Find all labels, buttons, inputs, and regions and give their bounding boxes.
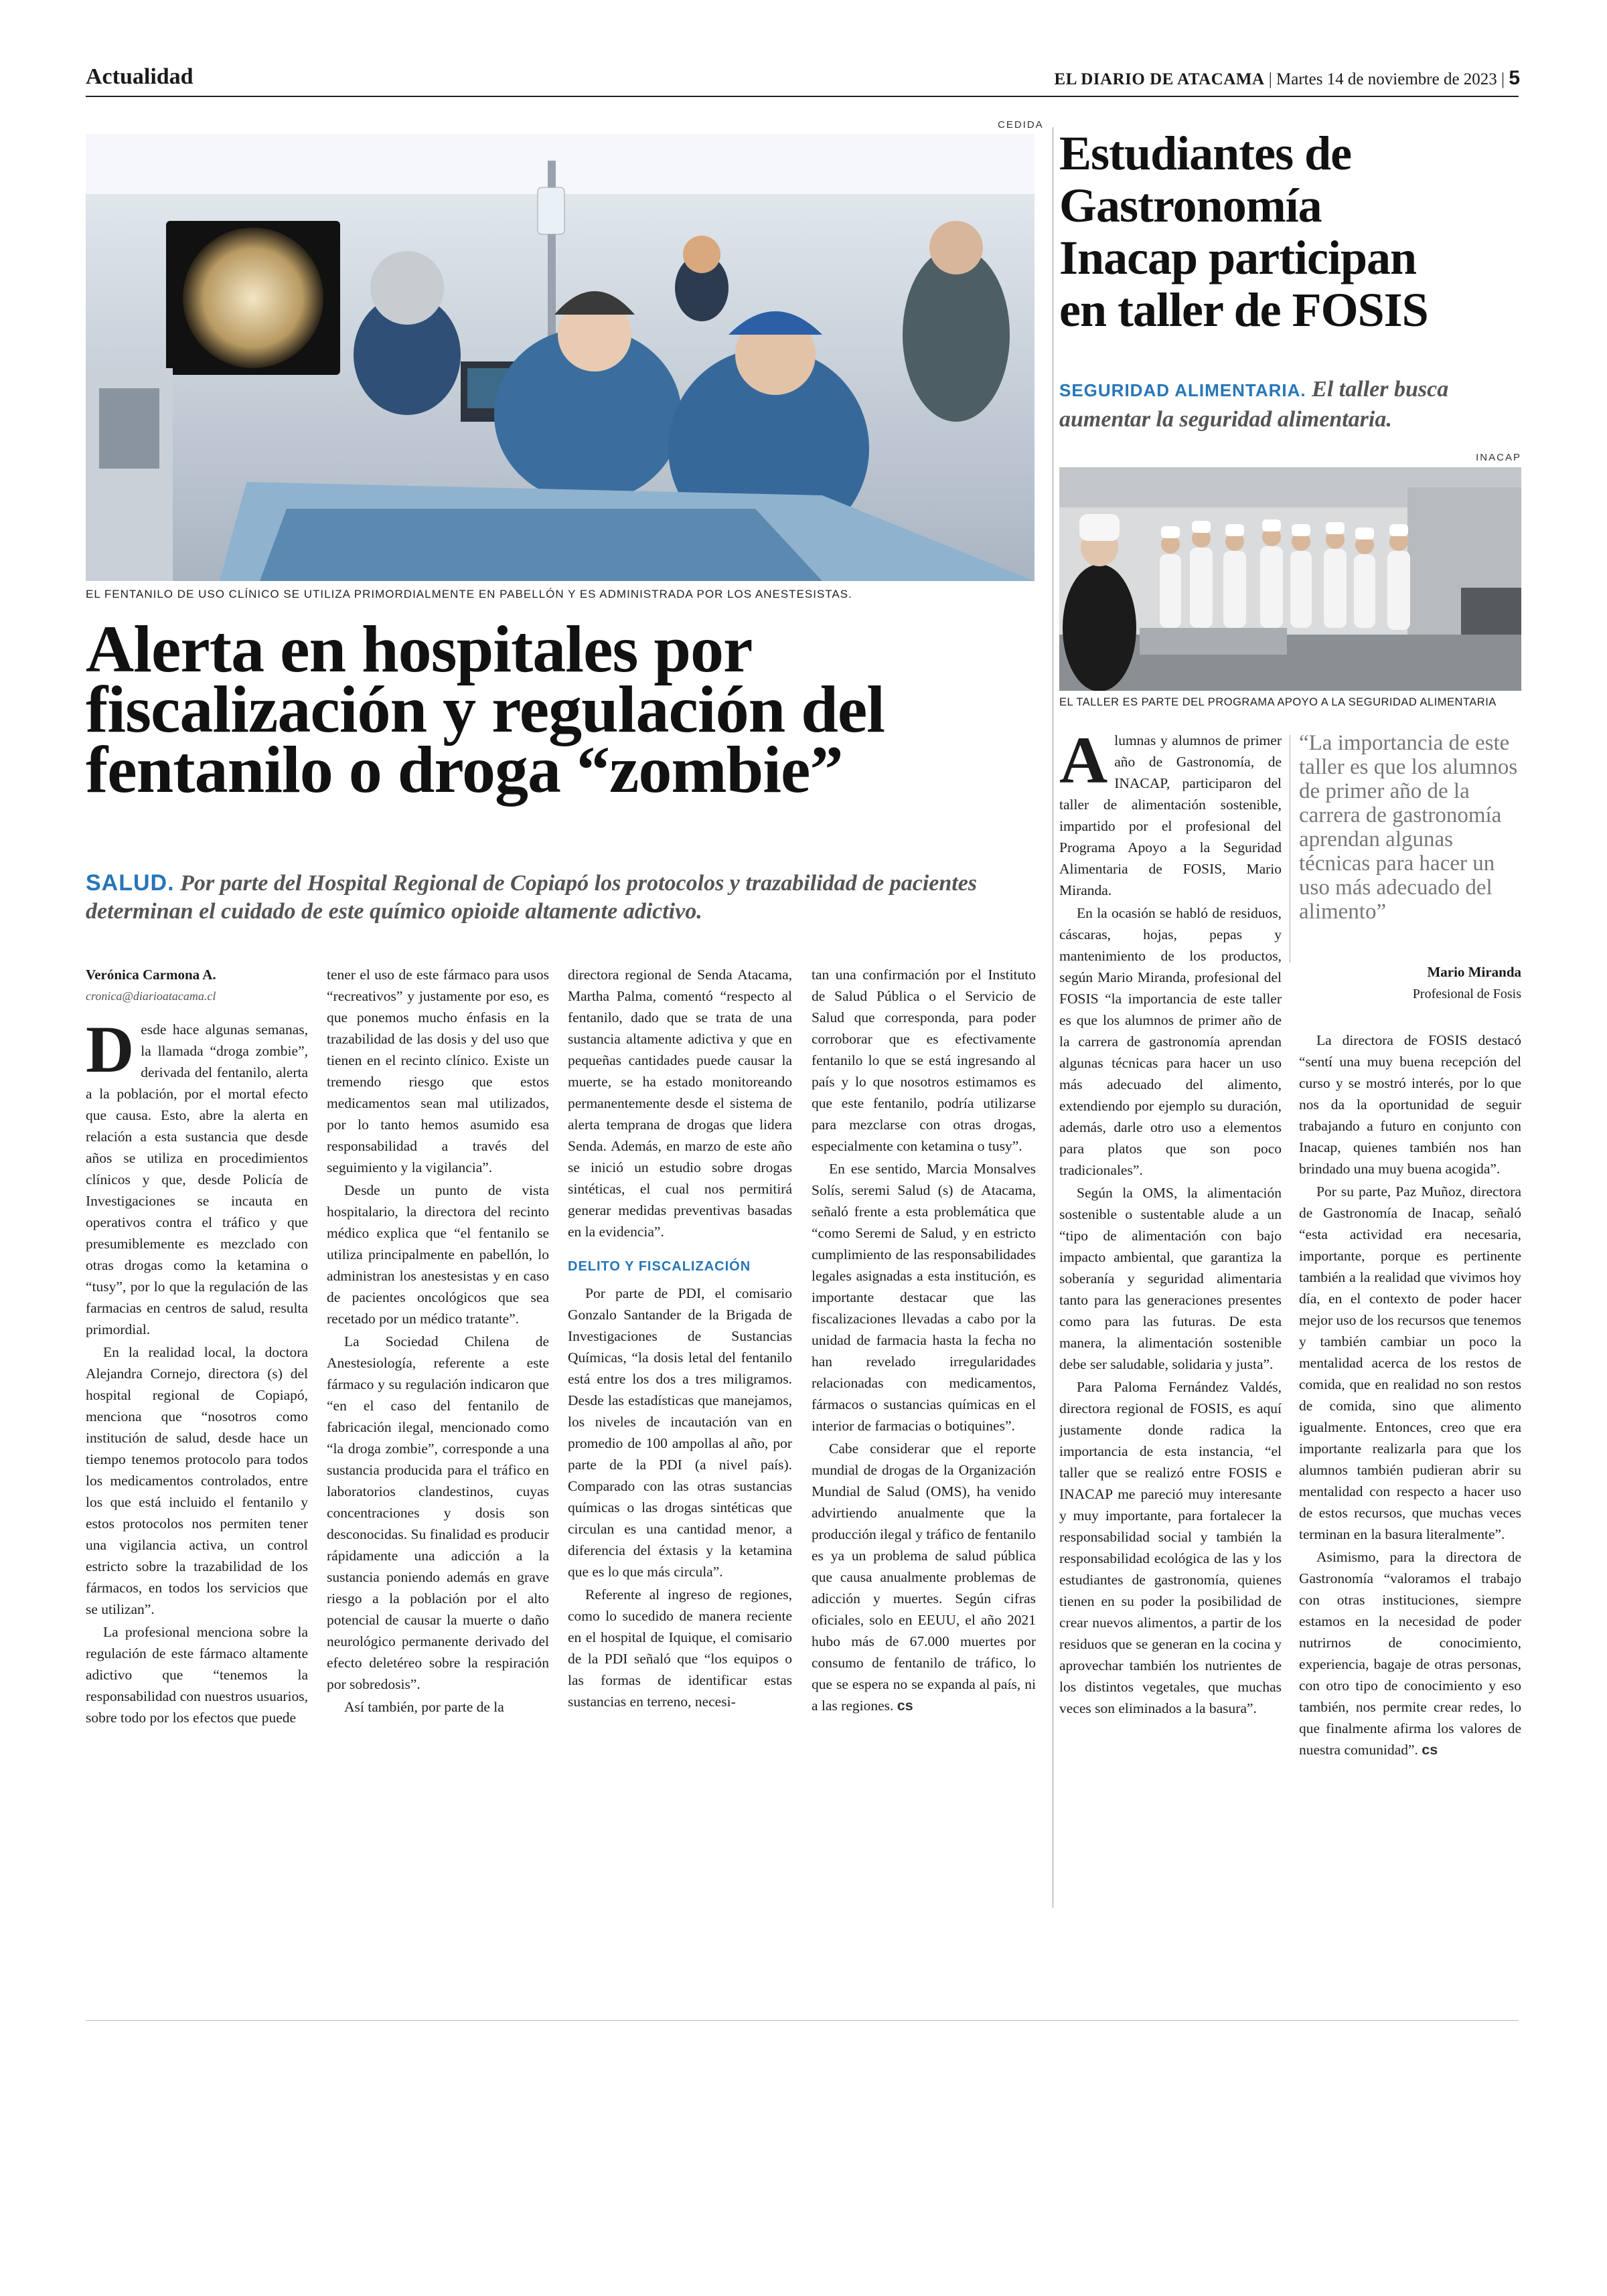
kicker-salud: SALUD. xyxy=(86,870,175,896)
main-column-1 xyxy=(86,964,308,1730)
paragraph: La Sociedad Chilena de Anestesiología, referente a este fármaco y su regulación indicaron que “en el caso del fentanilo de fabricación ilegal, mencionado como “la droga zombie”, corresponde a una sustancia producida para el tráfico en laboratorios clandestinos, cuyas concentraciones y dosis son desconocidas. Su finalidad es producir rápidamente una adicción a la sustancia poniendo además en grave riesgo a la población por el alto potencial de causar la muerte o daño neurológico permanente derivado del efecto deletéreo sobre la respiración por sobredosis”. xyxy=(327,1333,549,1692)
deck-text: El taller busca aumentar la seguridad alimentaria. xyxy=(1059,377,1449,432)
paragraph: Por su parte, Paz Muñoz, directora de Gastronomía de Inacap, señaló “esta actividad era necesaria, importante, porque es pertinente también a la realidad que vivimos hoy día, en el contexto de poder hacer mejor uso de los recursos que tenemos y también cambiar un poco la mentalidad acerca de los restos de comida, que en realidad no son restos de comida, sino que alimento igualmente. Entonces, creo que era importante realizarla para que los alumnos también pudieran abrir su mentalidad con respecto a hacer uso de estos recursos, que muchas veces terminan en la basura literalmente”. xyxy=(1299,1183,1521,1542)
headline-line: Estudiantes de xyxy=(1059,127,1352,180)
header-rule xyxy=(86,96,1519,97)
page-number: 5 xyxy=(1509,67,1520,89)
surgery-photo-image xyxy=(86,134,1035,581)
headline-line: Inacap participan xyxy=(1059,231,1417,284)
headline-line: fiscalización y regulación del xyxy=(86,672,885,746)
side-column-2 xyxy=(1299,1030,1521,1762)
paragraph: Referente al ingreso de regiones, como lo sucedido de manera reciente en el hospital de Iquique, el comisario de la PDI señaló que “los equipos o las formas de identificar estas sustancias en terreno, necesi- xyxy=(568,1586,792,1710)
main-column-3 xyxy=(568,964,792,1714)
main-deck xyxy=(86,869,1037,926)
paragraph: tener el uso de este fármaco para usos “recreativos” y justamente por eso, es que ponemos mucho énfasis en la trazabilidad de las dosis y del uso que tienen en el recinto clínico. Existe un tremendo riesgo que estos medicamentos sean mal utilizados, por lo tanto hemos asumido esa responsabilidad a través del seguimiento y la vigilancia”. xyxy=(327,967,549,1175)
photo-caption: EL TALLER ES PARTE DEL PROGRAMA APOYO A LA SEGURIDAD ALIMENTARIA xyxy=(1059,696,1497,708)
byline-email: cronica@diarioatacama.cl xyxy=(86,989,216,1003)
headline-line: en taller de FOSIS xyxy=(1059,283,1428,337)
masthead xyxy=(1055,67,1520,90)
paragraph: directora regional de Senda Atacama, Martha Palma, comentó “respecto al fentanilo, dado que se trata de una sustancia altamente adictiva y que en pequeñas cantidades puede causar la muerte, se ha estado monitoreando permanentemente desde el sistema de alerta temprana de drogas que lidera Senda. Además, en marzo de este año se inició un estudio sobre drogas sintéticas, el cual nos permitirá generar medidas preventivas basadas en la evidencia”. xyxy=(568,967,792,1240)
paragraph: Según la OMS, la alimentación sostenible o sustentable alude a un “tipo de alimentación con bajo impacto ambiental, que garantiza la soberanía y seguridad alimentaria tanto para las generaciones presentes como para las futuras. De esta manera, la alimentación sostenible debe ser saludable, solidaria y justa”. xyxy=(1059,1185,1282,1372)
main-headline xyxy=(86,612,1043,807)
headline-line: Gastronomía xyxy=(1059,179,1322,232)
subhead-delito: DELITO Y FISCALIZACIÓN xyxy=(568,1259,751,1274)
end-mark-icon: cs xyxy=(1422,1742,1438,1758)
headline-line: fentanilo o droga “zombie” xyxy=(86,732,843,807)
paragraph: Así también, por parte de la xyxy=(344,1699,504,1715)
issue-date: Martes 14 de noviembre de 2023 xyxy=(1276,70,1497,88)
paragraph: En la ocasión se habló de residuos, cáscaras, hojas, pepas y mantenimiento de los productos, según Mario Miranda, profesional del FOSIS “la importancia de este taller es que los alumnos de primer año de la carrera de gastronomía aprendan algunas técnicas para hacer un uso más adecuado del alimento, extendiendo por ejemplo su duración, además, darle otro uso a elementos para platos que son poco tradicionales”. xyxy=(1059,905,1282,1178)
main-column-2 xyxy=(327,964,549,1719)
paragraph: Desde un punto de vista hospitalario, la directora del recinto médico explica que “el fentanilo se utiliza principalmente en pabellón, lo administran los anestesistas y en caso de pacientes oncológicos que sea recetado por un médico tratante”. xyxy=(327,1182,549,1327)
paragraph: Por parte de PDI, el comisario Gonzalo Santander de la Brigada de Investigaciones de Sustancias Químicas, “la dosis letal del fentanilo está entre los dos a tres miligramos. Desde las estadísticas que manejamos, los niveles de incautación van en promedio de 100 ampollas al año, por parte de la PDI (a nivel país). Comparado con las otras sustancias químicas o las drogas sintéticas que circulan es una cantidad menor, a diferencia del éxtasis y la ketamina que es lo que más circula”. xyxy=(568,1285,792,1580)
footer-rule xyxy=(86,2020,1519,2021)
paragraph: Cabe considerar que el reporte mundial de drogas de la Organización Mundial de Salud (OMS), ha venido advirtiendo anualmente que la producción ilegal y tráfico de fentanilo es ya un problema de salud pública que causa anualmente problemas de adicción y muertes. Según cifras oficiales, solo en EEUU, el año 2021 hubo más de 67.000 muertes por consumo de fentanilo de tráfico, lo que se espera no se expanda al país, ni a las regiones. xyxy=(812,1441,1036,1714)
kicker-seguridad: SEGURIDAD ALIMENTARIA. xyxy=(1059,380,1306,400)
paragraph: Asimismo, para la directora de Gastronomía “valoramos el trabajo con otras instituciones, siempre estamos en la necesidad de poder nutrirnos de conocimiento, experiencia, bagaje de otras personas, con otro tipo de conocimiento y eso también, nos permite crear redes, lo que finalmente afirma los valores de nuestra comunidad”. xyxy=(1299,1549,1521,1758)
quote-author: Mario Miranda xyxy=(1427,964,1521,980)
paragraph: La directora de FOSIS destacó “sentí una muy buena recepción del curso y se mostró interés, por lo que nos da la oportunidad de seguir trabajando a futuro en conjunto con Inacap, quienes también nos han brindado una muy buena acogida”. xyxy=(1299,1032,1521,1177)
paragraph: tan una confirmación por el Instituto de Salud Pública o el Servicio de Salud que corresponda, para poder corroborar que es efectivamente fentanilo lo que se está ingresando al país y lo que nosotros estimamos es que este fentanilo, podría utilizarse para mezclarse con otras drogas, especialmente con ketamina o tusy”. xyxy=(812,967,1036,1154)
deck-text: Por parte del Hospital Regional de Copiapó los protocolos y trazabilidad de pacientes determinan el cuidado de este químico opioide altamente adictivo. xyxy=(86,871,978,924)
section-label: Actualidad xyxy=(86,64,194,89)
paragraph: Para Paloma Fernández Valdés, directora regional de FOSIS, es aquí justamente donde radica la importancia de esta instancia, “el taller que se realizó entre FOSIS e INACAP me pareció muy interesante y muy importante, para fortalecer la responsabilidad social y también la responsabilidad ecológica de las y los estudiantes de gastronomía, quienes tienen en su poder la posibilidad de crear nuevos alimentos, a partir de los residuos que se generan en la cocina y aprovechar también los nutrientes de los distintos vegetales, que muchas veces son eliminados a la basura”. xyxy=(1059,1379,1282,1716)
drop-cap: A xyxy=(1059,723,1108,797)
workshop-photo xyxy=(1059,467,1521,691)
paragraph: esde hace algunas semanas, la llamada “droga zombie”, derivada del fentanilo, alerta a la población, por el mortal efecto que causa. Esto, abre la alerta en relación a esta sustancia que desde años se utiliza en procedimientos clínicos y que, desde Policía de Investigaciones se incauta en operativos contra el tráfico y que presumiblemente es mezclado con otras drogas como la ketamina o “tusy”, por lo que la regulación de las farmacias en centros de salud, resulta primordial. xyxy=(86,1021,308,1337)
newspaper-name: EL DIARIO DE ATACAMA xyxy=(1054,70,1265,88)
drop-cap: D xyxy=(86,1012,135,1086)
main-column-4 xyxy=(812,964,1036,1718)
paragraph: En la realidad local, la doctora Alejandra Cornejo, directora (s) del hospital regional de Copiapó, menciona que “nosotros como institución de salud, desde hace un tiempo tenemos protocolo para todos los medicamentos controlados, entre los que está incluido el fentanilo y estos protocolos nos permiten tener una vigilancia activa, un control estricto sobre la trazabilidad de los fármacos, en todos los servicios que se utilizan”. xyxy=(86,1344,308,1617)
photo-credit: INACAP xyxy=(1476,452,1521,463)
paragraph: lumnas y alumnos de primer año de Gastronomía, de INACAP, participaron del taller de alimentación sostenible, impartido por el profesional del Programa Apoyo a la Seguridad Alimentaria de FOSIS, Mario Miranda. xyxy=(1059,732,1282,898)
end-mark-icon: cs xyxy=(897,1698,913,1714)
photo-caption: EL FENTANILO DE USO CLÍNICO SE UTILIZA PRIMORDIALMENTE EN PABELLÓN Y ES ADMINISTRADA POR LOS ANESTESISTAS. xyxy=(86,588,852,600)
quote-role: Profesional de Fosis xyxy=(1412,987,1521,1001)
side-column-1 xyxy=(1059,723,1282,1720)
photo-credit: CEDIDA xyxy=(998,119,1044,131)
paragraph: La profesional menciona sobre la regulación de este fármaco altamente adictivo que “tenemos la responsabilidad con nuestros usuarios, sobre todo por los efectos que puede xyxy=(86,1624,308,1726)
surgery-photo xyxy=(86,134,1035,581)
pull-quote: “La importancia de este taller es que los alumnos de primer año de la carrera de gastronomía aprendan algunas técnicas para hacer un uso más adecuado del alimento” xyxy=(1299,731,1518,924)
workshop-photo-image xyxy=(1059,467,1521,691)
headline-line: Alerta en hospitales por xyxy=(86,612,753,686)
side-headline xyxy=(1059,127,1521,336)
paragraph: En ese sentido, Marcia Monsalves Solís, seremi Salud (s) de Atacama, señaló frente a esta problemática que “como Seremi de Salud, y en estricto cumplimiento de las responsabilidades legales asignadas a esta institución, es importante destacar que las fiscalizaciones llevadas a cabo por la unidad de farmacia hasta la fecha no han revelado irregularidades relacionadas con medicamentos, fármacos o sustancias químicas en el interior de farmacias o botiquines”. xyxy=(812,1161,1036,1434)
side-deck xyxy=(1059,375,1521,434)
byline-author: Verónica Carmona A. xyxy=(86,967,216,983)
separator: | xyxy=(1268,70,1277,88)
separator: | xyxy=(1501,70,1509,88)
